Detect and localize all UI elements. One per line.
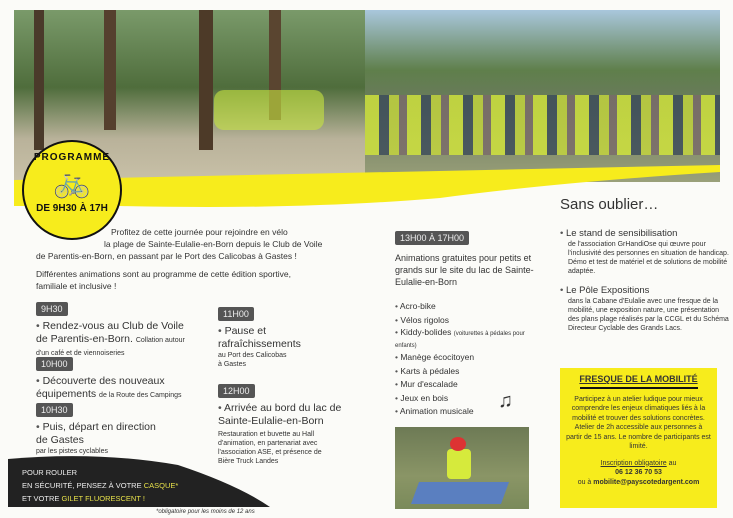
schedule-10h00 bbox=[36, 354, 206, 401]
inscription-label: Inscription obligatoire bbox=[600, 459, 667, 467]
safety-banner bbox=[22, 466, 178, 505]
event-detail: Restauration et buvette au Hall d'animation, en partenariat avec l'association ASE, et présence de Bière Truck Landes bbox=[218, 431, 322, 465]
fresque-box bbox=[560, 368, 717, 508]
activities-list bbox=[395, 300, 535, 419]
event-title: Pause et rafraîchissements bbox=[218, 325, 301, 350]
activity-item: • Animation musicale bbox=[395, 405, 535, 419]
safety-line: POUR ROULER bbox=[22, 468, 78, 477]
child-balance-bike-photo bbox=[395, 427, 529, 509]
schedule-11h00 bbox=[218, 304, 328, 369]
schedule-10h30 bbox=[36, 400, 166, 456]
inscription-au: au bbox=[666, 459, 677, 467]
safety-line: ET VOTRE bbox=[22, 494, 62, 503]
intro-line: Profitez de cette journée pour rejoindre en vélo bbox=[111, 227, 288, 237]
bicycle-icon: 🚲 bbox=[53, 166, 91, 199]
afternoon-intro: Animations gratuites pour petits et grands sur le site du lac de Sainte-Eulalie-en-Born bbox=[395, 253, 534, 287]
event-title: Puis, départ en direction de Gastes bbox=[36, 421, 156, 446]
time-tag: 10H30 bbox=[36, 403, 73, 417]
reminder-detail: dans la Cabane d'Eulalie avec une fresque de la mobilité, une exposition nature, une présentation des plans plage réalisés par la CCGL et du Schéma Directeur Cyclable des Grands Lacs. bbox=[568, 298, 729, 332]
email-link[interactable]: mobilite@payscotedargent.com bbox=[593, 478, 700, 486]
badge-hours: DE 9H30 À 17H bbox=[36, 203, 108, 214]
time-tag: 11H00 bbox=[218, 307, 254, 321]
safety-footnote: *obligatoire pour les moins de 12 ans bbox=[156, 509, 255, 515]
activity-item: • Manège écocitoyen bbox=[395, 351, 535, 365]
programme-badge bbox=[22, 140, 122, 240]
safety-line: EN SÉCURITÉ, PENSEZ À VOTRE bbox=[22, 481, 144, 490]
intro-line: de Parentis-en-Born, en passant par le Port des Calicobas à Gastes ! bbox=[36, 251, 297, 261]
reminder-title: Le Pôle Expositions bbox=[565, 285, 650, 296]
email-prefix: ou à bbox=[577, 478, 594, 486]
reminder-detail: de l'association GrHandiOse qui œuvre pour l'inclusivité des personnes en situation de handicap. Démo et test de matériel et de solutions de mobilité adaptée. bbox=[568, 241, 729, 275]
time-tag: 9H30 bbox=[36, 302, 68, 316]
time-tag: 12H00 bbox=[218, 384, 255, 398]
intro-line: la plage de Sainte-Eulalie-en-Born depuis le Club de Voile bbox=[104, 239, 323, 249]
event-detail: Collation autour d'un café et de viennoiseries bbox=[36, 337, 185, 357]
fresque-title: FRESQUE DE LA MOBILITÉ bbox=[579, 374, 698, 384]
sans-oublier-section bbox=[560, 196, 730, 333]
activity-item: • Jeux en bois bbox=[395, 392, 535, 406]
fresque-body: Participez à un atelier ludique pour mieux comprendre les enjeux climatiques liés à la mobilité et trouver des solutions concrètes. Atelier de 2h accessible aux personnes à partir de 15 ans. Le nombre de participants est limité. bbox=[566, 395, 711, 450]
activity-item bbox=[395, 327, 535, 351]
activity-item: • Mur d'escalade bbox=[395, 378, 535, 392]
vest-highlight: GILET FLUORESCENT ! bbox=[61, 494, 145, 503]
phone-number[interactable]: 06 12 36 70 53 bbox=[615, 469, 662, 476]
schedule-9h30 bbox=[36, 299, 196, 359]
helmet-highlight: CASQUE* bbox=[143, 481, 179, 490]
activity-item: • Acro-bike bbox=[395, 300, 535, 314]
activity-item: • Karts à pédales bbox=[395, 365, 535, 379]
activity-label: • Kiddy-bolides bbox=[395, 327, 451, 337]
event-title: Découverte des nouveaux équipements bbox=[36, 375, 165, 400]
event-title: Arrivée au bord du lac de Sainte-Eulalie-en-Born bbox=[218, 402, 342, 427]
intro-text bbox=[36, 226, 356, 292]
event-detail: par les pistes cyclables bbox=[36, 448, 108, 455]
intro-paragraph: Différentes animations sont au programme de cette édition sportive, familiale et inclusive ! bbox=[36, 269, 291, 291]
reminder-title: Le stand de sensibilisation bbox=[565, 228, 678, 239]
event-detail: au Port des Calicobas à Gastes bbox=[218, 352, 287, 368]
time-tag: 13H00 À 17H00 bbox=[395, 231, 469, 245]
badge-title: PROGRAMME bbox=[33, 152, 111, 163]
music-notes-icon: ♫ bbox=[498, 390, 513, 412]
time-tag: 10H00 bbox=[36, 357, 73, 371]
event-title: Rendez-vous au Club de Voile de Parentis-en-Born. bbox=[36, 320, 184, 345]
afternoon-section bbox=[395, 228, 535, 419]
activity-note: (voiturettes à pédales pour enfants) bbox=[395, 331, 525, 349]
event-detail: de la Route des Campings bbox=[99, 392, 182, 399]
section-title: Sans oublier… bbox=[560, 196, 659, 213]
schedule-12h00 bbox=[218, 381, 348, 466]
activity-item: • Vélos rigolos bbox=[395, 314, 535, 328]
